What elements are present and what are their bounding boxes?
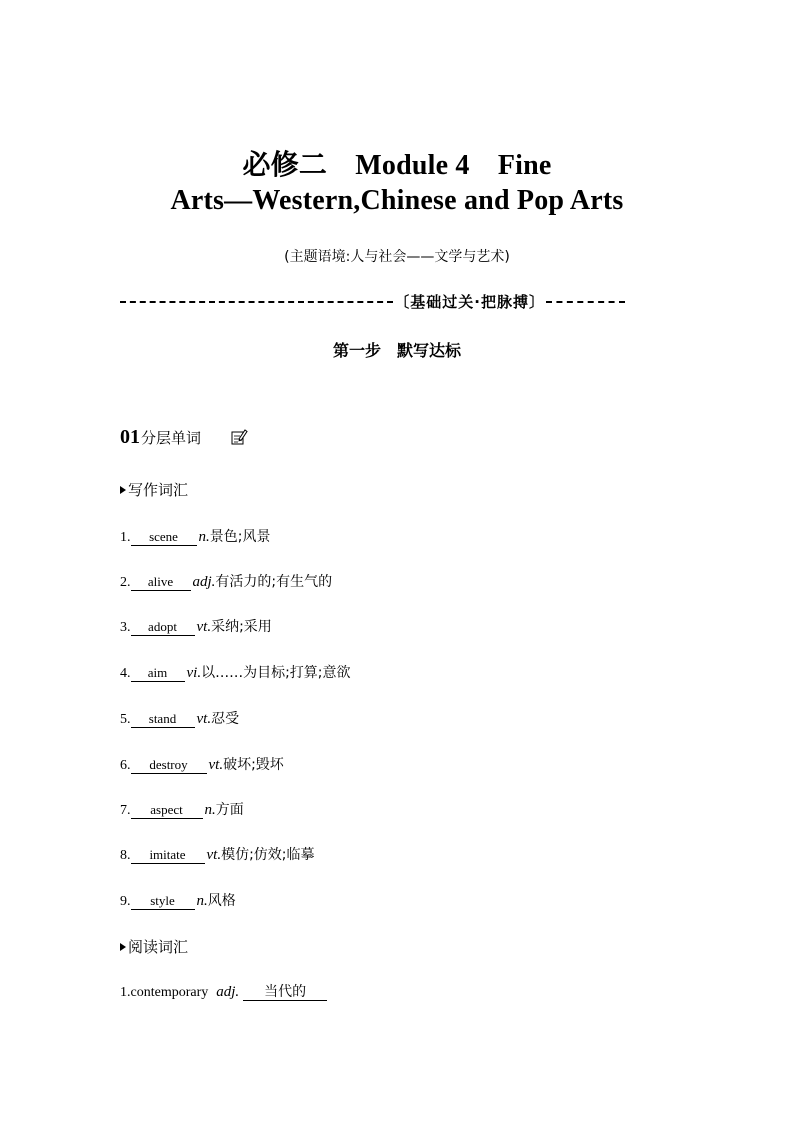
list-item	[120, 844, 315, 864]
item-meaning: 忍受	[211, 711, 240, 727]
section-label: 分层单词	[141, 429, 202, 447]
answer-blank: aspect	[131, 802, 203, 819]
banner-label: 〔基础过关·把脉搏〕	[394, 292, 545, 311]
reading-vocab-heading	[120, 936, 188, 957]
item-number: 7.	[120, 803, 131, 818]
list-item	[120, 526, 270, 546]
answer-blank: stand	[131, 711, 195, 728]
item-number: 5.	[120, 712, 131, 727]
item-number: 1.	[120, 530, 131, 545]
part-of-speech: vi.	[186, 665, 202, 681]
item-word: contemporary	[130, 985, 209, 1000]
page-title-line1: 必修二 Module 4 Fine	[242, 150, 552, 181]
item-meaning: 方面	[215, 802, 244, 818]
writing-vocab-heading	[120, 479, 188, 500]
section-banner	[120, 289, 625, 313]
item-number: 1.	[120, 985, 131, 1000]
list-item	[120, 754, 284, 774]
list-item	[120, 662, 351, 682]
item-meaning: 有活力的;有生气的	[215, 574, 333, 590]
item-meaning: 风格	[207, 893, 236, 909]
item-meaning: 模仿;仿效;临摹	[221, 847, 315, 863]
pen-paper-icon	[228, 427, 248, 447]
item-meaning: 以……为目标;打算;意欲	[201, 665, 351, 681]
part-of-speech: adj.	[192, 574, 216, 590]
part-of-speech: n.	[198, 529, 210, 545]
page-title-line2: Arts—Western,Chinese and Pop Arts	[170, 185, 624, 216]
part-of-speech: vt.	[208, 757, 224, 773]
answer-blank: style	[131, 893, 195, 910]
item-meaning: 破坏;毁坏	[223, 757, 284, 773]
theme-subtitle: (主题语境:人与社会——文学与艺术)	[284, 249, 510, 265]
section-heading	[120, 426, 201, 449]
item-meaning: 景色;风景	[209, 529, 271, 545]
part-of-speech: vt.	[196, 711, 212, 727]
list-item	[120, 708, 239, 728]
item-meaning: 采纳;采用	[211, 619, 272, 635]
dashed-divider-left	[120, 301, 393, 303]
list-item	[120, 616, 272, 636]
list-item	[120, 984, 327, 1001]
item-number: 3.	[120, 620, 131, 635]
answer-blank: 当代的	[243, 984, 327, 1001]
answer-blank: aim	[131, 665, 185, 682]
part-of-speech: n.	[196, 893, 208, 909]
item-number: 9.	[120, 894, 131, 909]
writing-vocab-label: 写作词汇	[128, 481, 189, 499]
part-of-speech: vt.	[206, 847, 222, 863]
triangle-bullet-icon	[120, 486, 126, 494]
reading-vocab-label: 阅读词汇	[128, 938, 189, 956]
item-number: 8.	[120, 848, 131, 863]
answer-blank: scene	[131, 529, 197, 546]
answer-blank: adopt	[131, 619, 195, 636]
answer-blank: destroy	[131, 757, 207, 774]
item-number: 2.	[120, 575, 131, 590]
answer-blank: imitate	[131, 847, 205, 864]
part-of-speech: adj.	[216, 984, 240, 1000]
answer-blank: alive	[131, 574, 191, 591]
dashed-divider-right	[546, 301, 625, 303]
section-number: 01	[120, 426, 140, 448]
list-item	[120, 571, 332, 591]
step-heading: 第一步 默写达标	[332, 341, 461, 360]
list-item	[120, 799, 244, 819]
list-item	[120, 890, 236, 910]
item-number: 6.	[120, 758, 131, 773]
triangle-bullet-icon	[120, 943, 126, 951]
item-number: 4.	[120, 666, 131, 681]
part-of-speech: n.	[204, 802, 216, 818]
part-of-speech: vt.	[196, 619, 212, 635]
